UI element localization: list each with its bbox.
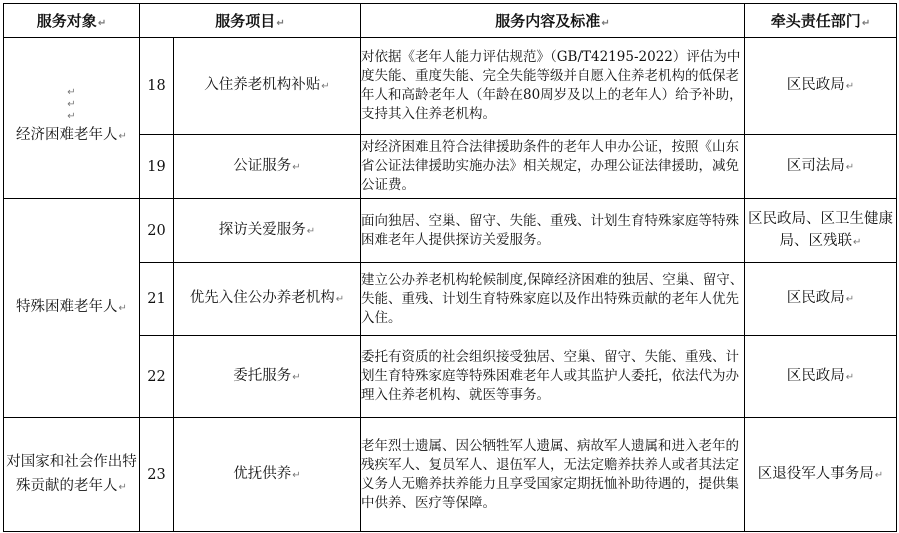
service-item: 优抚供养↵	[174, 418, 361, 532]
service-content: 建立公办养老机构轮候制度,保障经济困难的独居、空巢、留守、失能、重残、计划生育特殊家庭以及作出特殊贡献的老年人优先入住。	[361, 263, 745, 336]
service-content: 委托有资质的社会组织接受独居、空巢、留守、失能、重残、计划生育特殊家庭等特殊困难老年人或其监护人委托，依法代为办理入住养老机构、就医等事务。	[361, 336, 745, 418]
row-number: 19	[140, 135, 174, 199]
service-item: 探访关爱服务↵	[174, 199, 361, 263]
header-item: 服务项目↵	[140, 4, 361, 38]
header-row	[4, 4, 897, 38]
responsible-dept: 区民政局↵	[745, 263, 897, 336]
row-number: 22	[140, 336, 174, 418]
service-item: 委托服务↵	[174, 336, 361, 418]
row-number: 20	[140, 199, 174, 263]
group-target-cell: ↵ ↵ ↵ 经济困难老年人↵	[4, 38, 140, 199]
responsible-dept: 区民政局↵	[745, 38, 897, 135]
table-row	[4, 199, 897, 263]
service-content: 对依据《老年人能力评估规范》（GB/T42195-2022）评估为中度失能、重度失能、完全失能等级并自愿入住养老机构的低保老年人和高龄老年人（年龄在80周岁及以上的老年人）给予补助，支持其入住养老机构。	[361, 38, 745, 135]
responsible-dept: 区退役军人事务局↵	[745, 418, 897, 532]
service-table	[3, 3, 897, 532]
row-number: 23	[140, 418, 174, 532]
service-content: 面向独居、空巢、留守、失能、重残、计划生育特殊家庭等特殊困难老年人提供探访关爱服务。	[361, 199, 745, 263]
group-target-cell: 对国家和社会作出特殊贡献的老年人↵	[4, 418, 140, 532]
group-target-cell: 特殊困难老年人↵	[4, 199, 140, 418]
service-content: 老年烈士遗属、因公牺牲军人遗属、病故军人遗属和进入老年的残疾军人、复员军人、退伍军人，无法定赡养扶养人或者其法定义务人无赡养扶养能力且享受国家定期抚恤补助待遇的，提供集中供养、医疗等保障。	[361, 418, 745, 532]
header-target: 服务对象↵	[4, 4, 140, 38]
service-content: 对经济困难且符合法律援助条件的老年人申办公证，按照《山东省公证法律援助实施办法》相关规定，办理公证法律援助，减免公证费。	[361, 135, 745, 199]
responsible-dept: 区司法局↵	[745, 135, 897, 199]
service-item: 优先入住公办养老机构↵	[174, 263, 361, 336]
service-item: 入住养老机构补贴↵	[174, 38, 361, 135]
header-content: 服务内容及标准↵	[361, 4, 745, 38]
paragraph-mark-icon: ↵	[67, 111, 76, 122]
table-row	[4, 418, 897, 532]
paragraph-mark-icon: ↵	[67, 87, 76, 98]
paragraph-mark-icon: ↵	[67, 99, 76, 110]
responsible-dept: 区民政局↵	[745, 336, 897, 418]
row-number: 21	[140, 263, 174, 336]
row-number: 18	[140, 38, 174, 135]
service-item: 公证服务↵	[174, 135, 361, 199]
responsible-dept: 区民政局、区卫生健康局、区残联↵	[745, 199, 897, 263]
header-dept: 牵头责任部门↵	[745, 4, 897, 38]
table-row	[4, 38, 897, 135]
